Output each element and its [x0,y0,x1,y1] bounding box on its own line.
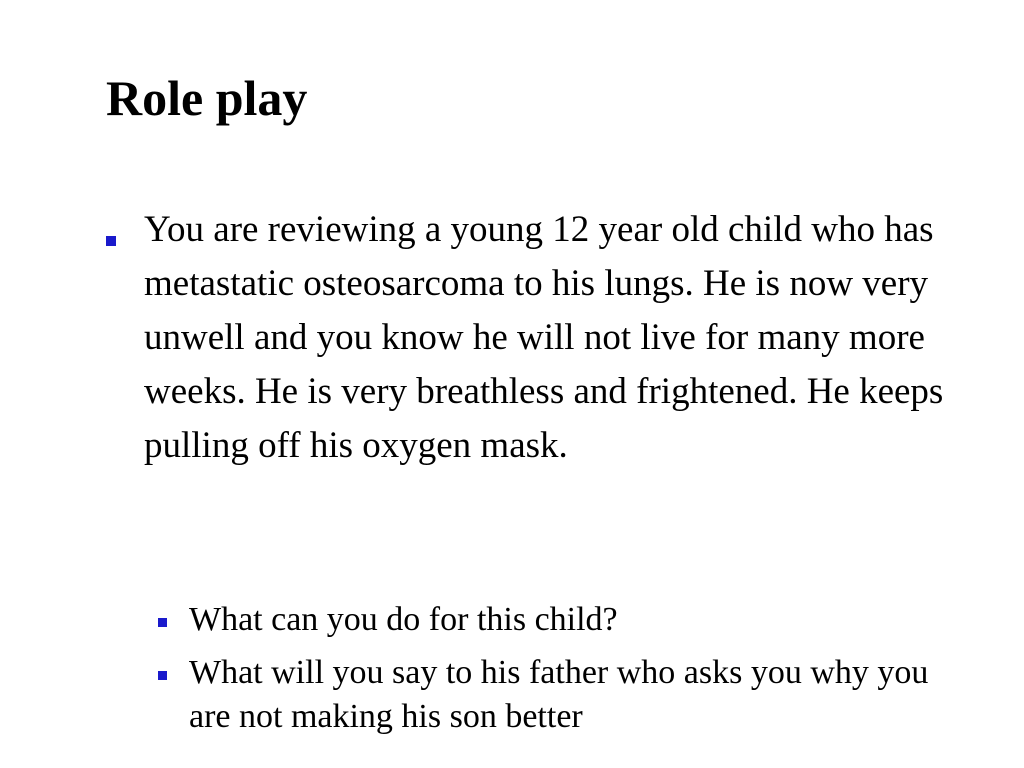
bullet-item [106,203,956,473]
sub-bullet-item [158,598,938,642]
square-bullet-icon [158,618,167,627]
sub-bullet-item [158,651,938,739]
bullet-text: You are reviewing a young 12 year old child who has metastatic osteosarcoma to his lungs. He is now very unwell and you know he will not live for many more weeks. He is very breathless and frightened. He keeps pulling off his oxygen mask. [144,209,944,466]
sub-bullet-list [158,598,938,748]
bullet-list [106,203,956,473]
sub-bullet-text: What will you say to his father who asks you why you are not making his son better [189,654,929,735]
sub-bullet-text: What can you do for this child? [189,601,618,638]
square-bullet-icon [158,671,167,680]
square-bullet-icon [106,236,116,246]
slide-title: Role play [106,70,308,126]
